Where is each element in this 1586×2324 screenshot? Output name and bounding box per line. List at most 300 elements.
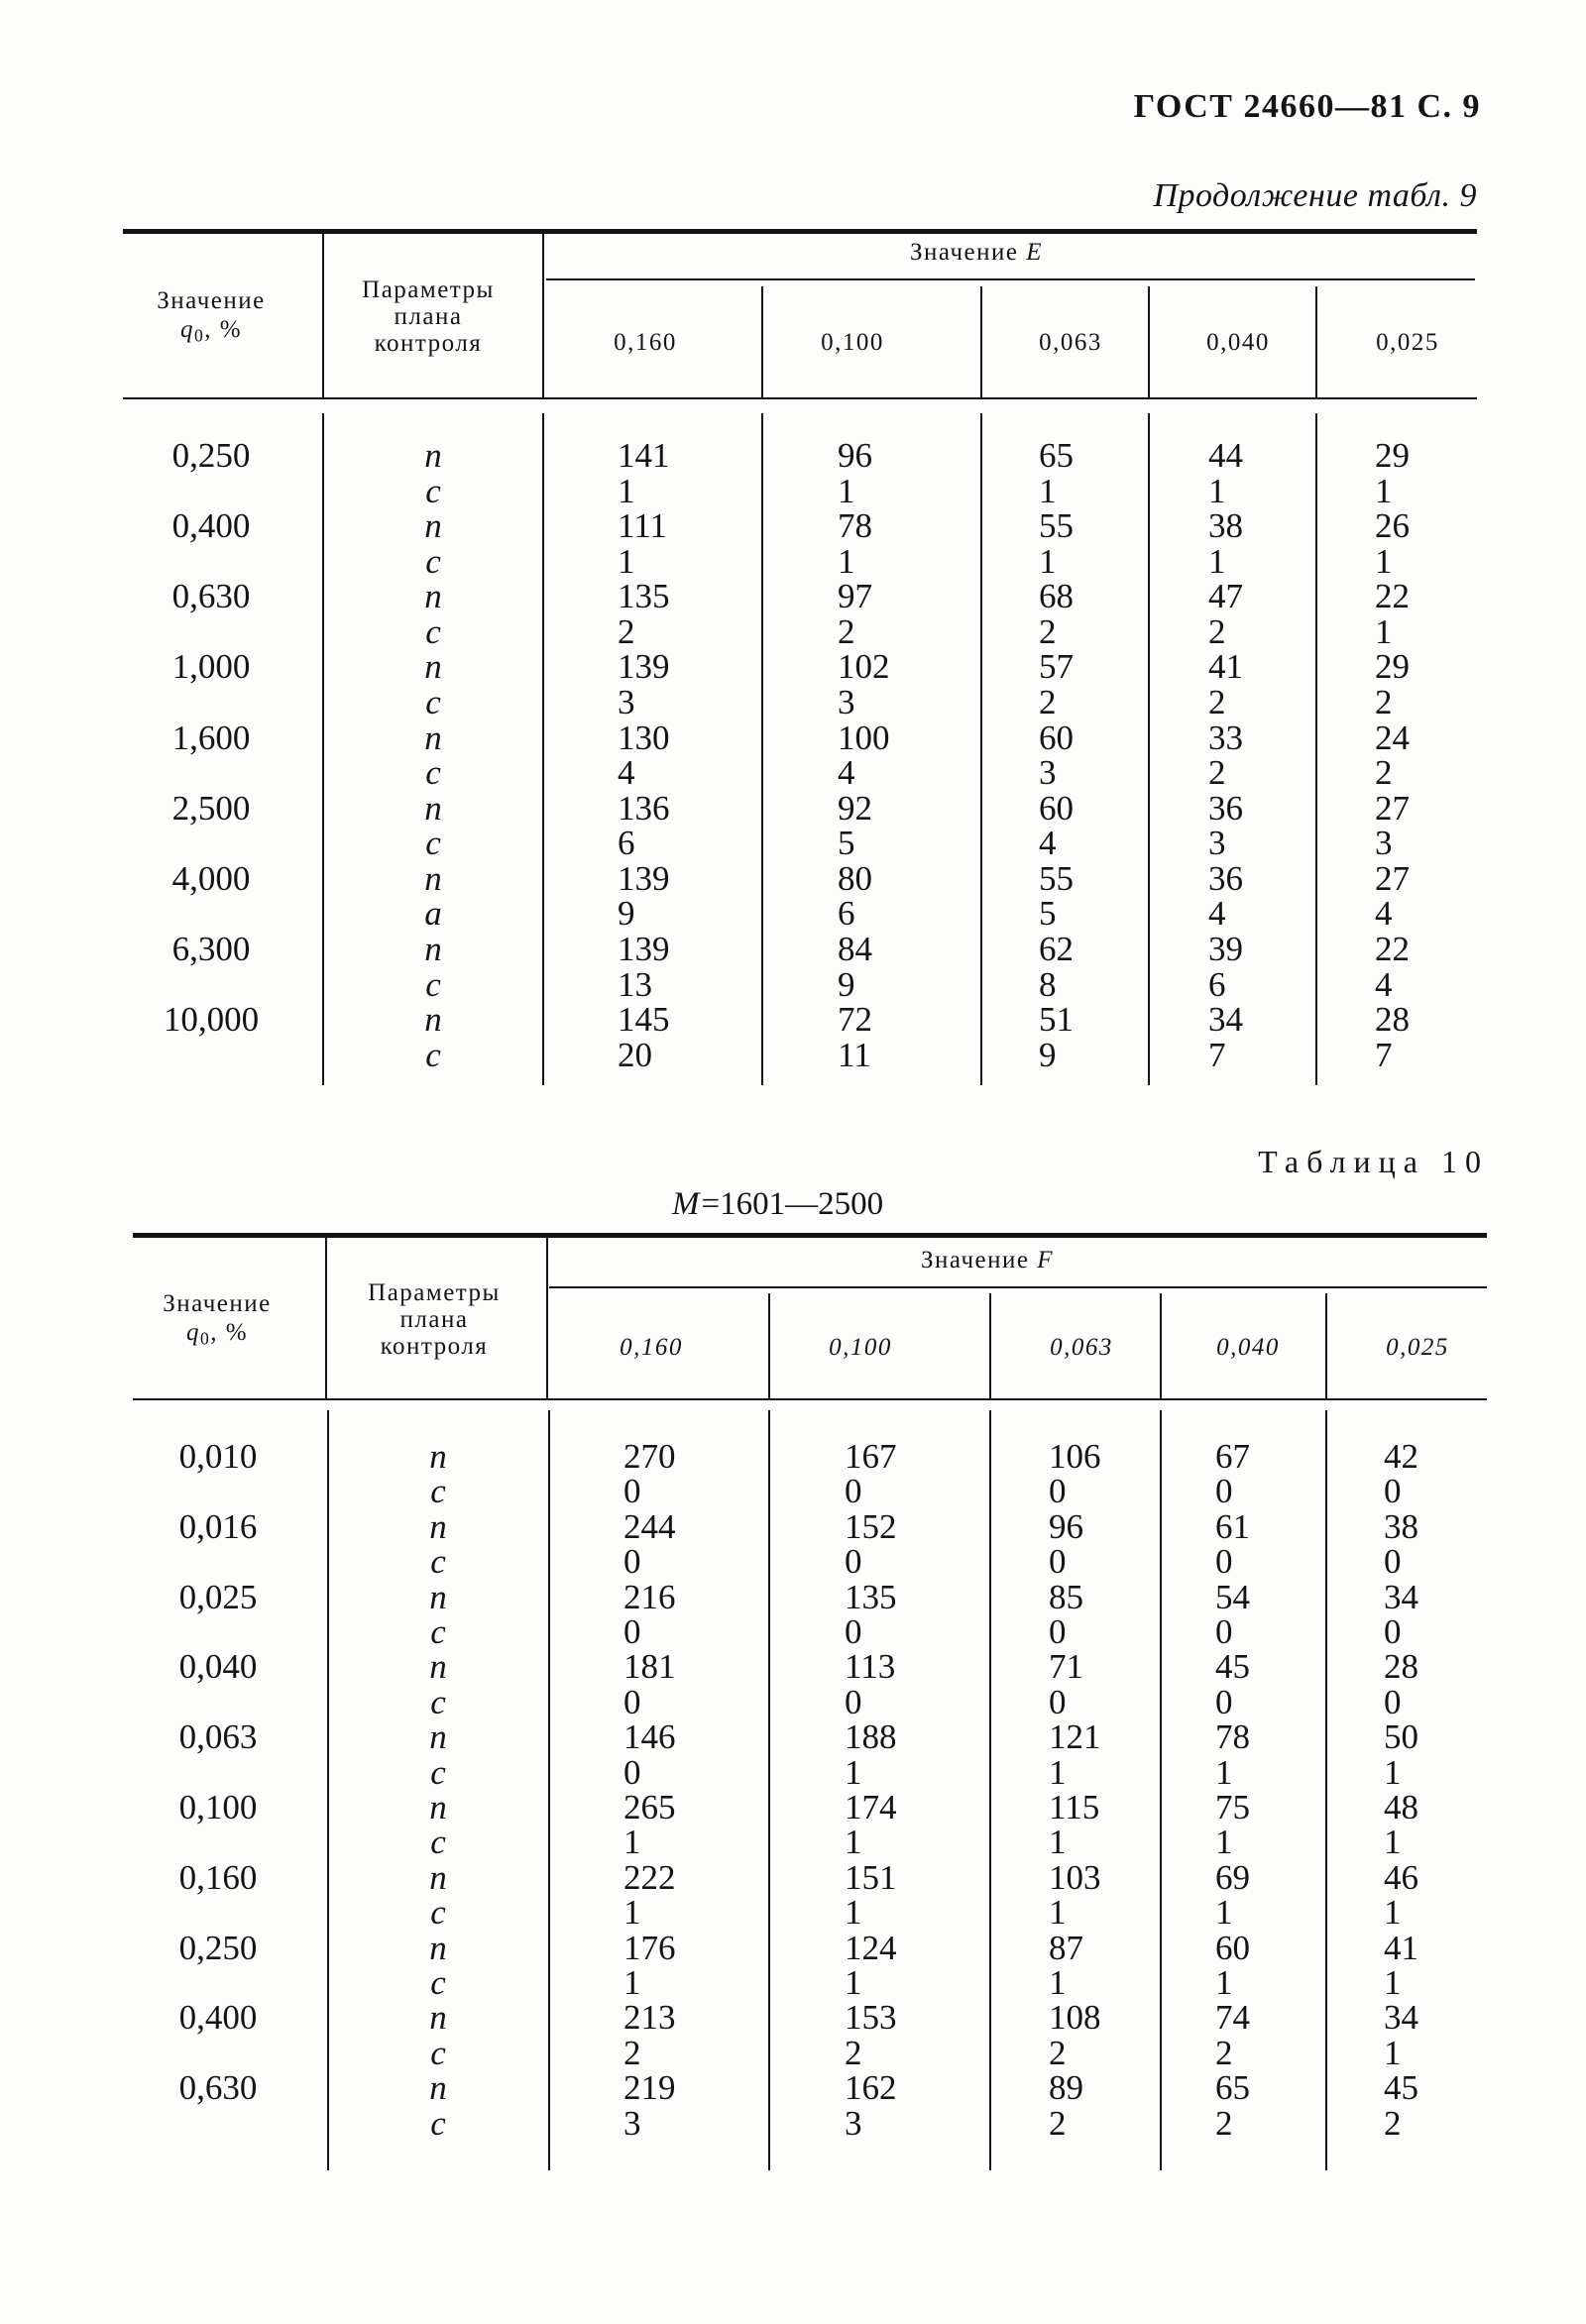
params-header-line: плана [394,303,463,330]
table10-header-divider [546,1238,548,1398]
value-cell: 9 [618,894,635,934]
value-cell: 1 [845,1893,862,1933]
value-cell: 1 [618,541,635,581]
value-cell: 55 [1039,858,1074,898]
value-cell: 96 [838,436,872,475]
value-cell: 27 [1375,858,1410,898]
params-header-line: Параметры [362,277,495,303]
q0-value-cell: 0,400 [171,506,251,546]
table9-column-divider [542,413,544,1085]
value-cell: 92 [838,788,872,828]
value-cell: 181 [623,1647,676,1687]
value-cell: 111 [618,506,667,546]
value-cell: 1 [1039,471,1057,510]
value-cell: 3 [845,2103,862,2143]
value-cell: 29 [1375,436,1410,475]
value-cell: 135 [618,577,670,616]
value-cell: 9 [1039,1035,1057,1074]
table9-header-divider [1148,286,1150,397]
value-cell: 26 [1375,506,1410,546]
value-cell: 36 [1208,858,1243,898]
param-cell: c [430,1542,446,1582]
value-cell: 72 [838,1000,872,1040]
q0-value-cell: 0,630 [171,577,251,616]
param-cell: c [425,824,441,863]
value-cell: 102 [838,647,890,687]
value-cell: 0 [623,1542,641,1582]
table10-column-divider [1160,1410,1162,2170]
table10-subcolumn-header: 0,160 [620,1334,683,1361]
value-cell: 2 [1208,682,1226,721]
value-cell: 113 [845,1647,896,1687]
value-cell: 60 [1039,718,1074,757]
value-cell: 33 [1208,718,1243,757]
value-cell: 153 [845,1998,897,2038]
table-row [0,2070,1586,2106]
value-cell: 34 [1384,1577,1418,1616]
value-cell: 60 [1215,1928,1250,1967]
q0-header-label: Значение [157,287,266,314]
param-cell: c [430,2103,446,2143]
value-cell: 135 [845,1577,897,1616]
value-cell: 0 [623,1682,641,1721]
value-cell: 11 [838,1035,871,1074]
table10-group-header [839,1246,1136,1275]
q0-value-cell: 0,630 [178,2068,258,2108]
q0-value-cell: 4,000 [171,858,251,898]
params-header-line: контроля [380,1333,489,1360]
value-cell: 13 [618,964,652,1004]
value-cell: 1 [1215,1752,1233,1792]
value-cell: 2 [1215,2033,1233,2072]
param-cell: c [430,1682,446,1721]
value-cell: 8 [1039,964,1057,1004]
table-row [0,788,1586,828]
value-cell: 216 [623,1577,676,1616]
value-cell: 0 [623,1612,641,1651]
value-cell: 4 [1039,824,1057,863]
value-cell: 1 [845,1752,862,1792]
q0-value-cell: 1,000 [171,647,251,687]
value-cell: 36 [1208,788,1243,828]
group-header-symbol: F [1037,1247,1055,1273]
table-row [0,611,1586,651]
param-cell: n [424,577,442,616]
table10-title: Таблица 10 [1258,1144,1489,1179]
table9-column-divider [761,413,763,1085]
param-cell: n [424,647,442,687]
q0-value-cell: 0,100 [178,1788,258,1826]
table9-header-divider [761,286,763,397]
q-subscript: 0 [199,1328,211,1349]
group-header-symbol: E [1026,239,1044,266]
value-cell: 124 [845,1928,897,1967]
value-cell: 139 [618,858,670,898]
param-cell: n [429,1788,447,1826]
table9-column-divider [1315,413,1317,1085]
param-cell: n [429,1857,447,1897]
param-cell: n [424,506,442,546]
value-cell: 1 [1384,2033,1402,2072]
value-cell: 1 [1375,611,1393,651]
param-cell: n [424,929,442,968]
param-cell: n [429,1717,447,1757]
value-cell: 139 [618,647,670,687]
param-cell: c [430,1472,446,1511]
value-cell: 1 [1049,1823,1067,1862]
params-header-line: Параметры [368,1279,501,1306]
value-cell: 6 [618,824,635,863]
value-cell: 2 [1049,2103,1067,2143]
value-cell: 1 [845,1963,862,2002]
table10-header-divider [325,1238,327,1398]
table9-continuation-label: Продолжение табл. 9 [1153,177,1477,214]
value-cell: 61 [1215,1506,1250,1546]
value-cell: 89 [1049,2068,1083,2108]
value-cell: 20 [618,1035,652,1074]
value-cell: 41 [1384,1928,1418,1967]
value-cell: 71 [1049,1647,1083,1687]
value-cell: 46 [1384,1857,1418,1897]
value-cell: 27 [1375,788,1410,828]
value-cell: 1 [1208,471,1226,510]
table9-header-divider [322,234,324,397]
value-cell: 78 [838,506,872,546]
value-cell: 0 [845,1472,862,1511]
value-cell: 2 [1375,682,1393,721]
param-cell: c [425,753,441,793]
value-cell: 1 [838,541,855,581]
value-cell: 55 [1039,506,1074,546]
value-cell: 0 [1215,1472,1233,1511]
value-cell: 54 [1215,1577,1250,1616]
table10-subtitle [672,1184,883,1224]
table-row [0,508,1586,544]
subtitle-symbol: M [672,1186,700,1222]
table9-column-divider [1148,413,1150,1085]
value-cell: 2 [1208,611,1226,651]
param-cell: c [425,541,441,581]
value-cell: 145 [618,1000,670,1040]
value-cell: 0 [1215,1612,1233,1651]
value-cell: 5 [1039,894,1057,934]
value-cell: 3 [838,682,855,721]
value-cell: 151 [845,1857,897,1897]
value-cell: 39 [1208,929,1243,968]
q-unit: , % [210,1319,249,1346]
value-cell: 1 [623,1823,641,1862]
table9-subcolumn-header: 0,063 [1039,329,1102,356]
table-row [0,1825,1586,1860]
table-row [0,1719,1586,1755]
table-row [0,2103,1586,2143]
table-row [0,1002,1586,1038]
value-cell: 60 [1039,788,1074,828]
param-cell: c [425,964,441,1004]
value-cell: 1 [618,471,635,510]
table-row [0,579,1586,614]
value-cell: 265 [623,1788,676,1826]
value-cell: 3 [1208,824,1226,863]
value-cell: 103 [1049,1857,1101,1897]
value-cell: 2 [1049,2033,1067,2072]
value-cell: 108 [1049,1998,1101,2038]
value-cell: 152 [845,1506,897,1546]
value-cell: 22 [1375,577,1410,616]
value-cell: 100 [838,718,890,757]
value-cell: 136 [618,788,670,828]
table10-column-divider [989,1410,991,2170]
value-cell: 96 [1049,1506,1083,1546]
value-cell: 167 [845,1437,897,1476]
value-cell: 1 [1215,1893,1233,1933]
q-symbol: q [185,1319,200,1346]
params-header-line: контроля [374,330,483,357]
table9-group-header [828,238,1125,268]
q0-value-cell: 0,250 [171,436,251,475]
param-cell: a [424,894,442,934]
value-cell: 1 [1384,1963,1402,2002]
value-cell: 80 [838,858,872,898]
param-cell: c [430,1612,446,1651]
value-cell: 0 [1049,1612,1067,1651]
table-row [0,541,1586,581]
value-cell: 1 [623,1893,641,1933]
q0-value-cell: 0,010 [178,1437,258,1476]
value-cell: 0 [1384,1472,1402,1511]
value-cell: 44 [1208,436,1243,475]
value-cell: 0 [1384,1612,1402,1651]
table-row [0,1035,1586,1074]
q0-value-cell: 10,000 [163,1000,260,1040]
value-cell: 9 [838,964,855,1004]
value-cell: 6 [838,894,855,934]
table10-column-divider [327,1410,329,2170]
value-cell: 34 [1208,1000,1243,1040]
table-row [0,826,1586,861]
value-cell: 1 [1208,541,1226,581]
param-cell: n [429,1577,447,1616]
value-cell: 2 [1208,753,1226,793]
value-cell: 146 [623,1717,676,1757]
table10-group-rule [549,1286,1487,1288]
param-cell: n [424,436,442,475]
value-cell: 38 [1384,1506,1418,1546]
value-cell: 50 [1384,1717,1418,1757]
value-cell: 0 [623,1752,641,1792]
q-unit: , % [204,316,243,343]
value-cell: 29 [1375,647,1410,687]
value-cell: 38 [1208,506,1243,546]
value-cell: 162 [845,2068,897,2108]
value-cell: 6 [1208,964,1226,1004]
value-cell: 176 [623,1928,676,1967]
value-cell: 1 [1375,541,1393,581]
page-header: ГОСТ 24660—81 С. 9 [1133,88,1481,125]
table-row [0,755,1586,791]
table9-subcolumn-header: 0,100 [821,329,884,356]
table9-subcolumn-header: 0,040 [1206,329,1270,356]
value-cell: 65 [1039,436,1074,475]
value-cell: 139 [618,929,670,968]
value-cell: 47 [1208,577,1243,616]
table9-group-rule [546,278,1475,280]
q0-header-symbol [133,1318,301,1353]
value-cell: 213 [623,1998,676,2038]
table9-header-bottom-rule [123,397,1477,399]
value-cell: 28 [1375,1000,1410,1040]
value-cell: 0 [1384,1682,1402,1721]
value-cell: 84 [838,929,872,968]
value-cell: 3 [618,682,635,721]
value-cell: 4 [618,753,635,793]
table10-subcolumn-header: 0,040 [1216,1334,1280,1361]
q-symbol: q [179,316,194,343]
q-subscript: 0 [193,325,205,346]
table10-column-divider [548,1410,550,2170]
table-row [0,1928,1586,1967]
table-row [0,682,1586,721]
param-cell: n [429,1506,447,1546]
value-cell: 2 [1039,611,1057,651]
value-cell: 1 [1384,1823,1402,1862]
q0-value-cell: 0,063 [178,1717,258,1757]
table9-header-divider [542,234,544,397]
value-cell: 85 [1049,1577,1083,1616]
value-cell: 2 [1039,682,1057,721]
value-cell: 45 [1215,1647,1250,1687]
q0-value-cell: 6,300 [171,929,251,968]
table10-subcolumn-header: 0,025 [1386,1334,1449,1361]
q0-value-cell: 0,160 [178,1857,258,1897]
q0-value-cell: 0,250 [178,1928,258,1967]
value-cell: 4 [1375,964,1393,1004]
table-row [0,2000,1586,2036]
value-cell: 106 [1049,1437,1101,1476]
table10-subcolumn-header: 0,100 [829,1334,892,1361]
value-cell: 74 [1215,1998,1250,2038]
table-row [0,649,1586,685]
table-row [0,1614,1586,1650]
table-row [0,1544,1586,1580]
value-cell: 2 [618,611,635,651]
table9-header-divider [980,286,982,397]
value-cell: 0 [1215,1682,1233,1721]
value-cell: 0 [1384,1542,1402,1582]
table-row [0,1474,1586,1509]
value-cell: 130 [618,718,670,757]
value-cell: 1 [1215,1823,1233,1862]
value-cell: 97 [838,577,872,616]
param-cell: c [425,471,441,510]
value-cell: 62 [1039,929,1074,968]
param-cell: c [430,1823,446,1862]
value-cell: 22 [1375,929,1410,968]
value-cell: 87 [1049,1928,1083,1967]
table-row [0,1682,1586,1721]
value-cell: 0 [1049,1682,1067,1721]
table10-header-divider [768,1293,770,1398]
table-row [0,858,1586,898]
value-cell: 2 [1384,2103,1402,2143]
value-cell: 4 [1208,894,1226,934]
value-cell: 141 [618,436,670,475]
table10-subcolumn-header: 0,063 [1050,1334,1113,1361]
table9-params-header [337,277,519,357]
param-cell: n [429,1998,447,2038]
q0-value-cell: 0,025 [178,1577,258,1616]
table-row [0,1506,1586,1546]
table10-header-divider [1325,1293,1327,1398]
value-cell: 0 [1049,1472,1067,1511]
value-cell: 0 [1049,1542,1067,1582]
table9-column-divider [980,413,982,1085]
table9-q0-header [127,286,295,350]
value-cell: 3 [623,2103,641,2143]
table10-q0-header [133,1289,301,1353]
value-cell: 78 [1215,1717,1250,1757]
param-cell: c [430,1893,446,1933]
value-cell: 0 [623,1472,641,1511]
value-cell: 1 [1384,1893,1402,1933]
table9-column-divider [322,413,324,1085]
value-cell: 1 [623,1963,641,2002]
param-cell: c [425,611,441,651]
param-cell: c [430,1752,446,1792]
value-cell: 1 [1049,1752,1067,1792]
subtitle-range: =1601—2500 [701,1186,884,1222]
value-cell: 115 [1049,1788,1100,1826]
value-cell: 7 [1208,1035,1226,1074]
value-cell: 69 [1215,1857,1250,1897]
value-cell: 2 [623,2033,641,2072]
value-cell: 174 [845,1788,897,1826]
params-header-line: плана [399,1306,469,1333]
table-row [0,1577,1586,1616]
value-cell: 7 [1375,1035,1393,1074]
table10-header-divider [989,1293,991,1398]
param-cell: c [430,2033,446,2072]
value-cell: 4 [838,753,855,793]
value-cell: 3 [1375,824,1393,863]
q0-value-cell: 2,500 [171,788,251,828]
value-cell: 0 [845,1682,862,1721]
value-cell: 51 [1039,1000,1074,1040]
value-cell: 1 [1049,1963,1067,2002]
value-cell: 2 [1375,753,1393,793]
value-cell: 270 [623,1437,676,1476]
value-cell: 0 [845,1542,862,1582]
value-cell: 1 [1049,1893,1067,1933]
value-cell: 0 [845,1612,862,1651]
value-cell: 0 [1215,1542,1233,1582]
param-cell: n [424,1000,442,1040]
table9-subcolumn-header: 0,160 [614,329,677,356]
value-cell: 1 [1375,471,1393,510]
table-row [0,1439,1586,1475]
table-row [0,929,1586,968]
param-cell: n [429,1437,447,1476]
value-cell: 68 [1039,577,1074,616]
table10-top-rule [133,1233,1487,1238]
value-cell: 34 [1384,1998,1418,2038]
q0-header-symbol [127,315,295,350]
table-row [0,896,1586,932]
value-cell: 75 [1215,1788,1250,1826]
table-row [0,471,1586,510]
value-cell: 1 [1384,1752,1402,1792]
table10-params-header [343,1279,525,1360]
